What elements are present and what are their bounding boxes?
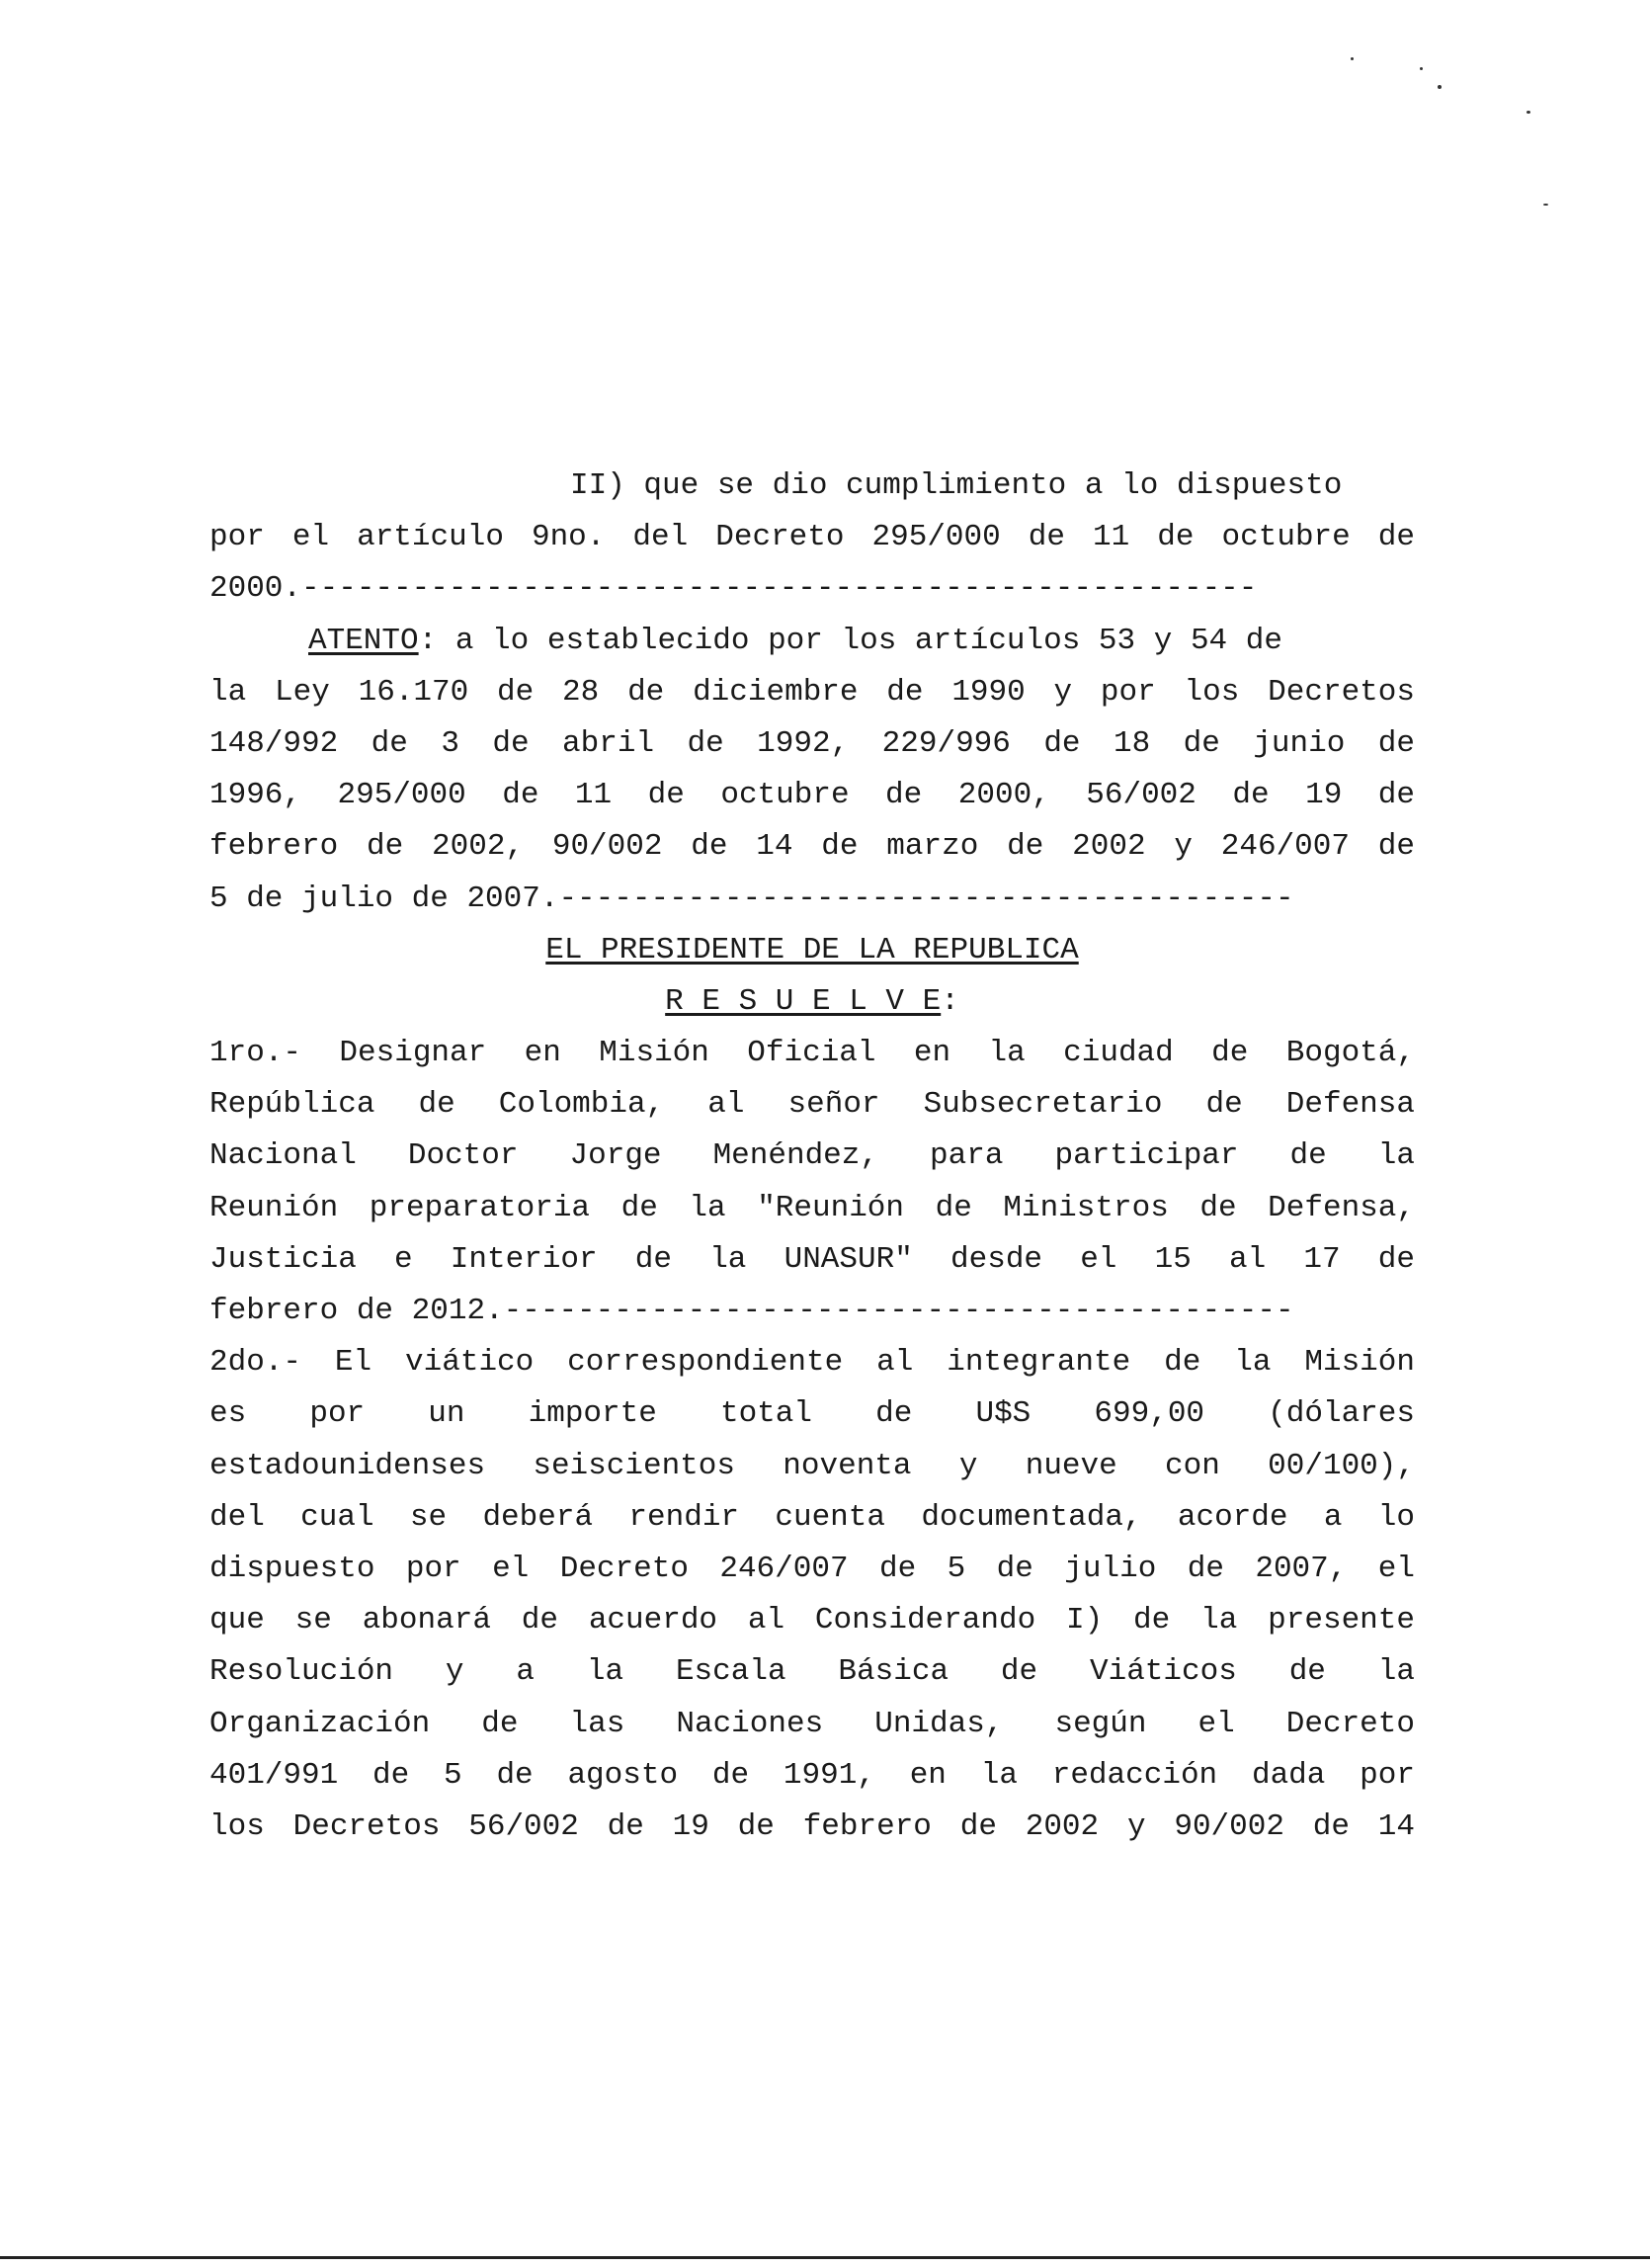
body-line: Nacional Doctor Jorge Menéndez, para participar de la: [209, 1138, 1415, 1174]
body-line: 5 de julio de 2007.----------------------------------------: [209, 881, 1294, 916]
scan-speck: [1420, 67, 1423, 70]
resuelve-colon: :: [941, 983, 959, 1019]
body-line: febrero de 2012.-------------------------------------------: [209, 1294, 1294, 1328]
body-line: Organización de las Naciones Unidas, según el Decreto: [209, 1706, 1415, 1741]
body-line: del cual se deberá rendir cuenta documentada, acorde a lo: [209, 1499, 1415, 1535]
atento-text: : a lo establecido por los artículos 53 y 54 de: [418, 623, 1282, 658]
body-line: febrero de 2002, 90/002 de 14 de marzo de 2002 y 246/007 de: [209, 829, 1415, 865]
page-bottom-rule: [0, 2256, 1650, 2259]
body-line: República de Colombia, al señor Subsecretario de Defensa: [209, 1087, 1415, 1123]
resuelve-heading-text: R E S U E L V E: [665, 983, 942, 1019]
body-line: 1996, 295/000 de 11 de octubre de 2000, 56/002 de 19 de: [209, 778, 1415, 813]
body-line: 401/991 de 5 de agosto de 1991, en la redacción dada por: [209, 1757, 1415, 1793]
body-line: estadounidenses seiscientos noventa y nueve con 00/100),: [209, 1448, 1415, 1483]
scan-speck: [1438, 85, 1442, 89]
body-line: Justicia e Interior de la UNASUR" desde el 15 al 17 de: [209, 1241, 1415, 1277]
body-line: 148/992 de 3 de abril de 1992, 229/996 de 18 de junio de: [209, 725, 1415, 761]
scan-speck: [1543, 204, 1548, 206]
body-line: dispuesto por el Decreto 246/007 de 5 de julio de 2007, el: [209, 1551, 1415, 1586]
resuelve-heading: [209, 976, 1415, 1028]
article-2-line: 2do.- El viático correspondiente al integrante de la Misión: [209, 1345, 1415, 1381]
article-1-line: 1ro.- Designar en Misión Oficial en la ciudad de Bogotá,: [209, 1036, 1415, 1071]
considerando-ii-line: II) que se dio cumplimiento a lo dispuesto: [570, 468, 1343, 503]
body-line: que se abonará de acuerdo al Considerando I) de la presente: [209, 1603, 1415, 1638]
document-body: [209, 461, 1415, 1853]
body-line: Reunión preparatoria de la "Reunión de Ministros de Defensa,: [209, 1190, 1415, 1225]
body-line: por el artículo 9no. del Decreto 295/000 de 11 de octubre de: [209, 520, 1415, 555]
body-line: los Decretos 56/002 de 19 de febrero de 2002 y 90/002 de 14: [209, 1808, 1415, 1844]
atento-label: ATENTO: [308, 623, 419, 658]
body-line: Resolución y a la Escala Básica de Viáticos de la: [209, 1654, 1415, 1690]
presidente-heading-text: EL PRESIDENTE DE LA REPUBLICA: [545, 932, 1079, 967]
body-line: 2000.----------------------------------------------------: [209, 571, 1258, 607]
presidente-heading: [209, 925, 1415, 976]
body-line: es por un importe total de U$S 699,00 (dólares: [209, 1396, 1415, 1432]
scan-speck: [1526, 111, 1530, 114]
atento-line: [209, 616, 1415, 667]
body-line: la Ley 16.170 de 28 de diciembre de 1990 y por los Decretos: [209, 674, 1415, 710]
scan-speck: [1351, 57, 1354, 60]
